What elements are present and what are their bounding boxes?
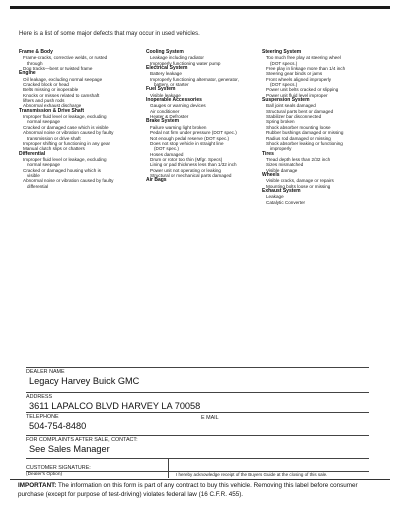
- defect-item: Abnormal exhaust discharge: [23, 103, 82, 109]
- defect-item: Dog tracks—bent or twisted frame: [23, 66, 93, 72]
- defect-item: Abnormal noise or vibration caused by faulty: [23, 178, 114, 184]
- defect-section-title: Exhaust System: [262, 187, 301, 194]
- phone-value: 504-754-8480: [29, 421, 87, 431]
- defect-section: [19, 50, 139, 71]
- phone-row: [26, 412, 369, 435]
- defect-section-title: Cooling System: [146, 49, 184, 55]
- defect-item: normal seepage: [27, 162, 60, 168]
- address-label: ADDRESS: [26, 394, 53, 400]
- defect-section-title: Electrical System: [146, 65, 188, 72]
- defect-item: Power unit not operating or leaking: [150, 167, 221, 173]
- defect-item: Spring broken: [266, 119, 295, 125]
- defect-item: Visible leakage: [150, 92, 181, 98]
- address-value: 3611 LAPALCO BLVD HARVEY LA 70058: [29, 401, 201, 411]
- defect-section-title: Wheels: [262, 171, 280, 178]
- defect-item: Frame-cracks, corrective welds, or rusted: [23, 55, 108, 61]
- defect-item: Battery leakage: [150, 71, 182, 77]
- intro-text: Here is a list of some major defects that may occur in used vehicles.: [19, 31, 200, 37]
- defect-section-title: Brake System: [146, 118, 180, 125]
- defect-item: Rubber bushings damaged or missing: [266, 130, 344, 136]
- defect-section-title: Suspension System: [262, 97, 310, 104]
- defect-item: Visible damage: [266, 167, 298, 173]
- defect-item: Belts missing or inoperable: [23, 87, 79, 93]
- defect-item: (DOT specs.): [270, 60, 298, 66]
- dealer-info-box: [26, 367, 369, 477]
- defect-item: Front wheels aligned improperly: [266, 76, 332, 82]
- defect-item: transmission or drive shaft: [27, 135, 81, 141]
- defect-item: normal seepage: [27, 119, 60, 125]
- defect-item: Cracked or damaged housing which is: [23, 167, 101, 173]
- defect-section-title: Steering System: [262, 49, 302, 55]
- complaints-row: [26, 435, 369, 458]
- defect-item: Free play in linkage more than 1/4 inch: [266, 66, 346, 72]
- defect-section-title: Engine: [19, 70, 36, 77]
- defect-item: Radius rod damaged or missing: [266, 135, 331, 141]
- defect-item: Improperly functioning alternator, generator,: [150, 76, 239, 82]
- dealer-name-row: [26, 367, 369, 392]
- defect-item: lifters and push rods: [23, 98, 65, 104]
- defect-item: Cracked or damaged case which is visible: [23, 124, 109, 130]
- defect-section: [262, 189, 390, 205]
- defect-section: [146, 178, 261, 183]
- defect-item: (DOT spec.): [154, 146, 179, 152]
- defect-item: Knocks or misses related to camshaft: [23, 92, 100, 98]
- defect-section: [19, 109, 139, 152]
- signature-divider: [168, 459, 169, 478]
- address-row: [26, 392, 369, 412]
- defect-item: Gauges or warning devices: [150, 103, 206, 109]
- defect-item: Improperly functioning water pump: [150, 60, 221, 66]
- defect-section: [262, 173, 390, 189]
- defect-item: Structural parts bent or damaged: [266, 108, 334, 114]
- email-label: E MAIL: [201, 415, 219, 421]
- defects-column-3: [262, 50, 390, 205]
- defect-item: Manual clutch slips or chatters: [23, 146, 85, 152]
- defect-section-title: Inoperable Accessories: [146, 97, 202, 104]
- defect-item: Structural or mechanical parts damaged: [150, 172, 232, 178]
- defect-item: Visible cracks, damage or repairs: [266, 178, 334, 184]
- complaints-label: FOR COMPLAINTS AFTER SALE, CONTACT:: [26, 437, 138, 443]
- defect-item: Steering gear binds or jams: [266, 71, 323, 77]
- defect-item: Tread depth less than 2/32 inch: [266, 156, 331, 162]
- signature-label: CUSTOMER SIGNATURE:: [26, 465, 91, 471]
- acknowledgement-text: I hereby acknowledge receipt of the Buyers Guide at the closing of this sale.: [176, 472, 328, 477]
- defect-item: Improper fluid level or leakage, excluding: [23, 156, 107, 162]
- defect-item: Shock absorber leaking or functioning: [266, 140, 343, 146]
- defect-item: visible: [27, 172, 40, 178]
- bottom-rule: [10, 479, 390, 480]
- important-label: IMPORTANT:: [18, 482, 57, 489]
- defect-section: [146, 119, 261, 178]
- defect-item: Improper fluid level or leakage, excluding: [23, 114, 107, 120]
- defect-item: Failure warning light broken: [150, 124, 207, 130]
- defect-item: Cracked block or head: [23, 82, 69, 88]
- defect-item: Hoses damaged: [150, 151, 184, 157]
- defect-item: Improper shifting or functioning in any gear: [23, 140, 111, 146]
- signature-row: [26, 458, 369, 477]
- defect-section: [262, 98, 390, 151]
- signature-sublabel: (Dealer's Option): [26, 472, 63, 477]
- defect-item: Leakage including radiator: [150, 55, 204, 61]
- defect-item: Power unit belts cracked or slipping: [266, 87, 339, 93]
- defect-item: Power unit fluid level improper: [266, 92, 328, 98]
- defect-section-title: Transmission & Drive Shaft: [19, 107, 85, 114]
- important-text: The information on this form is part of any contract to buy this vehicle. Removing this label before consumer purchase (except for purpose of test-driving) violates federal law (16 C.F.R. 455).: [18, 482, 358, 498]
- defect-section: [19, 152, 139, 189]
- defect-section: [262, 152, 390, 173]
- defect-section: [19, 71, 139, 108]
- defect-item: Heater & Defroster: [150, 114, 189, 120]
- defect-item: Catalytic Converter: [266, 199, 306, 205]
- defect-item: Lining or pad thickness less than 1/32 inch: [150, 162, 237, 168]
- defect-item: (DOT specs.): [270, 82, 298, 88]
- defect-item: Does not stop vehicle in straight line: [150, 140, 224, 146]
- defect-section-title: Air Bags: [146, 177, 167, 184]
- defect-section: [262, 50, 390, 98]
- dealer-name-label: DEALER NAME: [26, 369, 65, 375]
- defect-section-title: Fuel System: [146, 86, 176, 93]
- defect-item: Oil leakage, excluding normal seepage: [23, 76, 103, 82]
- defect-item: Not enough pedal reserve (DOT spec.): [150, 135, 230, 141]
- defect-section-title: Tires: [262, 150, 274, 157]
- defects-column-1: [19, 50, 139, 189]
- defect-section: [146, 66, 261, 87]
- defect-item: differential: [27, 183, 49, 189]
- defect-item: Abnormal noise or vibration caused by faulty: [23, 130, 114, 136]
- defect-item: Pedal not firm under pressure (DOT spec.): [150, 130, 237, 136]
- defect-item: Too much free play at steering wheel: [266, 55, 341, 61]
- phone-label: TELEPHONE: [26, 414, 59, 420]
- defect-item: improperly: [270, 146, 292, 152]
- defect-section: [146, 98, 261, 119]
- defect-item: Sizes mismatched: [266, 162, 304, 168]
- defect-item: Stabilizer bar disconnected: [266, 114, 322, 120]
- defect-item: battery, or starter: [154, 82, 189, 88]
- defect-item: Air conditioner: [150, 108, 180, 114]
- defect-item: Leakage: [266, 194, 284, 200]
- dealer-name-value: Legacy Harvey Buick GMC: [29, 376, 140, 386]
- defect-section-title: Differential: [19, 150, 46, 157]
- defect-section-title: Frame & Body: [19, 49, 53, 55]
- defect-item: Shock absorber mounting loose: [266, 124, 331, 130]
- defect-section: [146, 50, 261, 66]
- defect-item: Drum or rotor too thin (Mfgr. Specs): [150, 156, 223, 162]
- defect-item: Ball joint seals damaged: [266, 103, 316, 109]
- defects-column-2: [146, 50, 261, 184]
- complaints-contact-value: See Sales Manager: [29, 444, 110, 454]
- important-notice: [18, 482, 383, 499]
- defect-item: through: [27, 60, 43, 66]
- defect-item: Mounting bolts loose or missing: [266, 183, 331, 189]
- top-rule: [10, 6, 390, 9]
